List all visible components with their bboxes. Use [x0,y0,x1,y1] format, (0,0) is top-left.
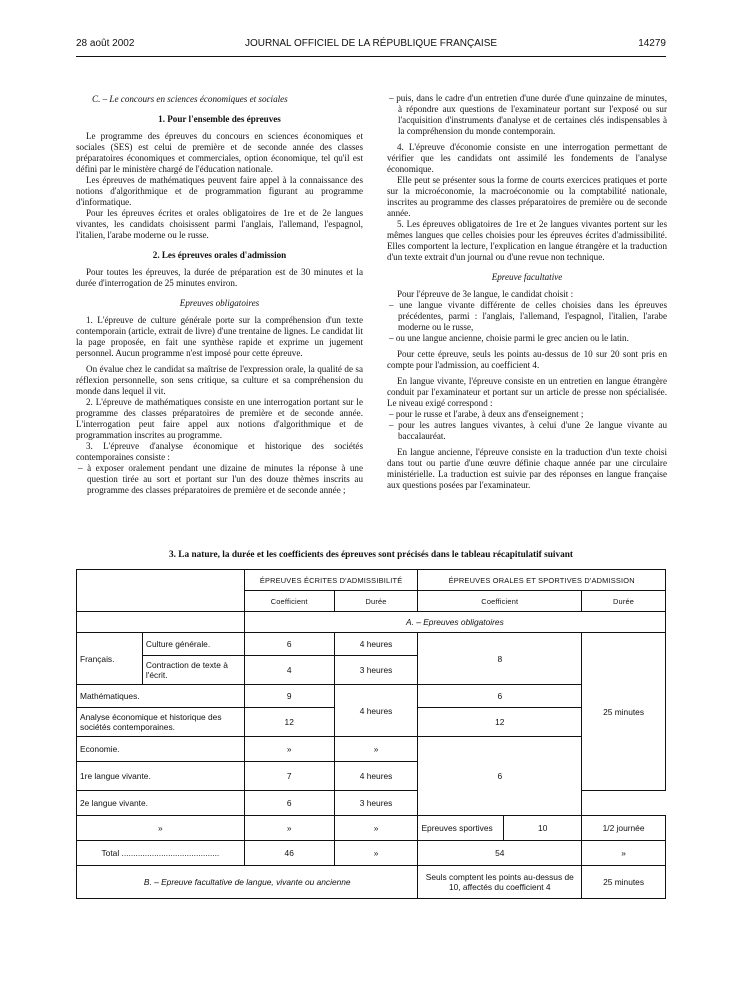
heading-facultative: Epreuve facultative [491,272,563,282]
paragraph: 3. L'épreuve d'analyse économique et historique des sociétés contemporaines consiste : [76,441,363,462]
page-header [76,38,666,54]
row-label-contraction: Contraction de texte à l'écrit. [142,656,244,685]
paragraph: 2. L'épreuve de mathématiques consiste en une interrogation portant sur le programme des classes préparatoires de première et de seconde année. L'interrogation peut faire appel aux notions d'algorithmique et de programmation inscrites au programme. [76,397,363,440]
table-cell: 4 heures [334,762,418,791]
table-cell: » [244,816,334,841]
paragraph: Pour toutes les épreuves, la durée de préparation est de 30 minutes et la durée d'interrogation de 25 minutes environ. [76,267,363,288]
paragraph: Pour cette épreuve, seuls les points au-dessus de 10 sur 20 sont pris en compte pour l'admission, au coefficient 4. [387,349,667,370]
table-cell: » [334,816,418,841]
table-row [77,866,666,899]
table-row [77,633,666,656]
row-label-analyse: Analyse économique et historique des sociétés contemporaines. [77,708,245,737]
section-b-label: B. – Epreuve facultative de langue, vivante ou ancienne [77,866,418,899]
header-rule [76,56,666,57]
table-cell: » [582,841,666,866]
paragraph: 4. L'épreuve d'économie consiste en une interrogation permettant de vérifier que les candidats ont assimilé les fondements de l'analyse économique. [387,142,667,174]
header-ecrites: ÉPREUVES ÉCRITES D'ADMISSIBILITÉ [244,570,418,591]
header-coefficient: Coefficient [418,591,582,612]
table-cell: 12 [244,708,334,737]
table-row [77,612,666,633]
row-label-maths: Mathématiques. [77,685,245,708]
total-text: Total [101,848,120,858]
right-column [387,93,667,491]
table-row [77,685,666,708]
heading-orales: 2. Les épreuves orales d'admission [152,250,287,260]
row-label-culture: Culture générale. [142,633,244,656]
dash-item: – pour les autres langues vivantes, à celui d'une 2e langue vivante au baccalauréat. [389,420,667,441]
heading-obligatoires: Epreuves obligatoires [179,298,260,308]
table-cell: 25 minutes [582,633,666,791]
table-cell: 3 heures [334,656,418,685]
table-cell [77,570,245,612]
table-cell: 25 minutes [582,866,666,899]
paragraph: Pour l'épreuve de 3e langue, le candidat choisit : [397,289,574,299]
paragraph: Elle peut se présenter sous la forme de courts exercices pratiques et porte sur la microéconomie, la macroéconomie ou la comptabilité nationale, inscrites au programme des classes préparatoires de première ou de seconde année. [387,175,667,218]
table-cell: » [77,816,245,841]
dash-item: – puis, dans le cadre d'un entretien d'une durée d'une quinzaine de minutes, à répondre aux questions de l'examinateur portant sur l'exposé ou sur l'acquisition d'instruments d'analyse et de certaines clés indispensables à la compréhension du monde contemporain. [389,93,667,136]
recap-table [76,569,666,899]
table-row [77,816,666,841]
paragraph: Les épreuves de mathématiques peuvent faire appel à la connaissance des notions d'algorithmique et de programmation figurant au programme d'informatique. [76,175,363,207]
total-label: Total .......................................... [77,841,245,866]
section-heading-c: C. – Le concours en sciences économiques et sociales [92,94,288,104]
table-cell: 10 [504,816,582,841]
paragraph: 1. L'épreuve de culture générale porte sur la compréhension d'un texte contemporain (article, extrait de livre) d'une trentaine de lignes. Le candidat lit la page proposée, en fait une synthèse rapide et exprime un jugement personnel. Aucun programme n'est imposé pour cette épreuve. [76,315,363,358]
row-label-lv2: 2e langue vivante. [77,791,245,816]
header-duree: Durée [582,591,666,612]
table-cell: 3 heures [334,791,418,816]
table-cell: 46 [244,841,334,866]
paragraph: En langue ancienne, l'épreuve consiste en la traduction d'un texte choisi dans tout ou partie d'une œuvre définie chaque année par une circulaire ministérielle. La traduction est suivie par des réponses en langue française aux questions posées par l'examinateur. [387,447,667,490]
section-a-label: A. – Epreuves obligatoires [244,612,665,633]
paragraph: 5. Les épreuves obligatoires de 1re et 2e langues vivantes portent sur les mêmes langues que celles choisies pour les épreuves écrites d'admissibilité. Elles comportent la lecture, l'explication en langue étrangère et la traduction d'un texte extrait d'un journal ou d'une revue non technique. [387,219,667,262]
table-cell: 54 [418,841,582,866]
row-label-economie: Economie. [77,737,245,762]
table-cell: 6 [244,633,334,656]
dash-item: – pour le russe et l'arabe, à deux ans d'enseignement ; [389,409,584,419]
paragraph: En langue vivante, l'épreuve consiste en un entretien en langue étrangère conduit par l'examinateur et portant sur un article de presse non spécialisée. Le niveau exigé correspond : [387,376,667,408]
paragraph: Pour les épreuves écrites et orales obligatoires de 1re et de 2e langues vivantes, les candidats choisissent parmi l'anglais, l'allemand, l'espagnol, l'italien, l'arabe moderne ou le russe. [76,208,363,240]
row-label-lv1: 1re langue vivante. [77,762,245,791]
table-cell-seuls: Seuls comptent les points au-dessus de 10, affectés du coefficient 4 [418,866,582,899]
header-duree: Durée [334,591,418,612]
table-cell: 4 heures [334,685,418,737]
table-cell: 6 [418,685,582,708]
table-row [77,570,666,591]
header-coefficient: Coefficient [244,591,334,612]
table-row [77,841,666,866]
dash-item: – à exposer oralement pendant une dizaine de minutes la réponse à une question tirée au sort et portant sur l'un des douze thèmes inscrits au programme des classes préparatoires de première et de seconde année ; [78,463,363,495]
header-date: 28 août 2002 [76,38,135,49]
table-row [77,737,666,762]
heading-ensemble: 1. Pour l'ensemble des épreuves [158,114,281,124]
row-label-sportives: Epreuves sportives [418,816,504,841]
paragraph: Le programme des épreuves du concours en sciences économiques et sociales (SES) est celui de première et de seconde année des classes préparatoires économiques et commerciales, option économique, tel qu'il est défini par le ministère chargé de l'éducation nationale. [76,131,363,174]
table-cell: 12 [418,708,582,737]
journal-title: JOURNAL OFFICIEL DE LA RÉPUBLIQUE FRANÇAISE [244,38,498,49]
dash-item: – ou une langue ancienne, choisie parmi le grec ancien ou le latin. [389,333,629,343]
table-cell: 6 [418,737,582,816]
table-cell: 4 heures [334,633,418,656]
page-number: 14279 [638,38,666,49]
left-column [76,94,363,496]
table-title: 3. La nature, la durée et les coefficients des épreuves sont précisés dans le tableau récapitulatif suivant [168,550,574,560]
table-cell: 4 [244,656,334,685]
row-label-francais: Français. [77,633,143,685]
header-orales: ÉPREUVES ORALES ET SPORTIVES D'ADMISSION [418,570,666,591]
table-cell: » [244,737,334,762]
table-cell: 7 [244,762,334,791]
table-cell: 6 [244,791,334,816]
table-cell [77,612,245,633]
table-cell: 9 [244,685,334,708]
dash-item: – une langue vivante différente de celles choisies dans les épreuves précédentes, parmi : l'anglais, l'allemand, l'espagnol, l'italien, l'arabe moderne ou le russe, [389,300,667,332]
paragraph: On évalue chez le candidat sa maîtrise de l'expression orale, la qualité de sa réflexion personnelle, son sens critique, sa culture et sa compréhension du monde dans lequel il vit. [76,364,363,396]
table-cell: » [334,841,418,866]
table-cell: » [334,737,418,762]
table-cell: 1/2 journée [582,816,666,841]
table-cell: 8 [418,633,582,685]
